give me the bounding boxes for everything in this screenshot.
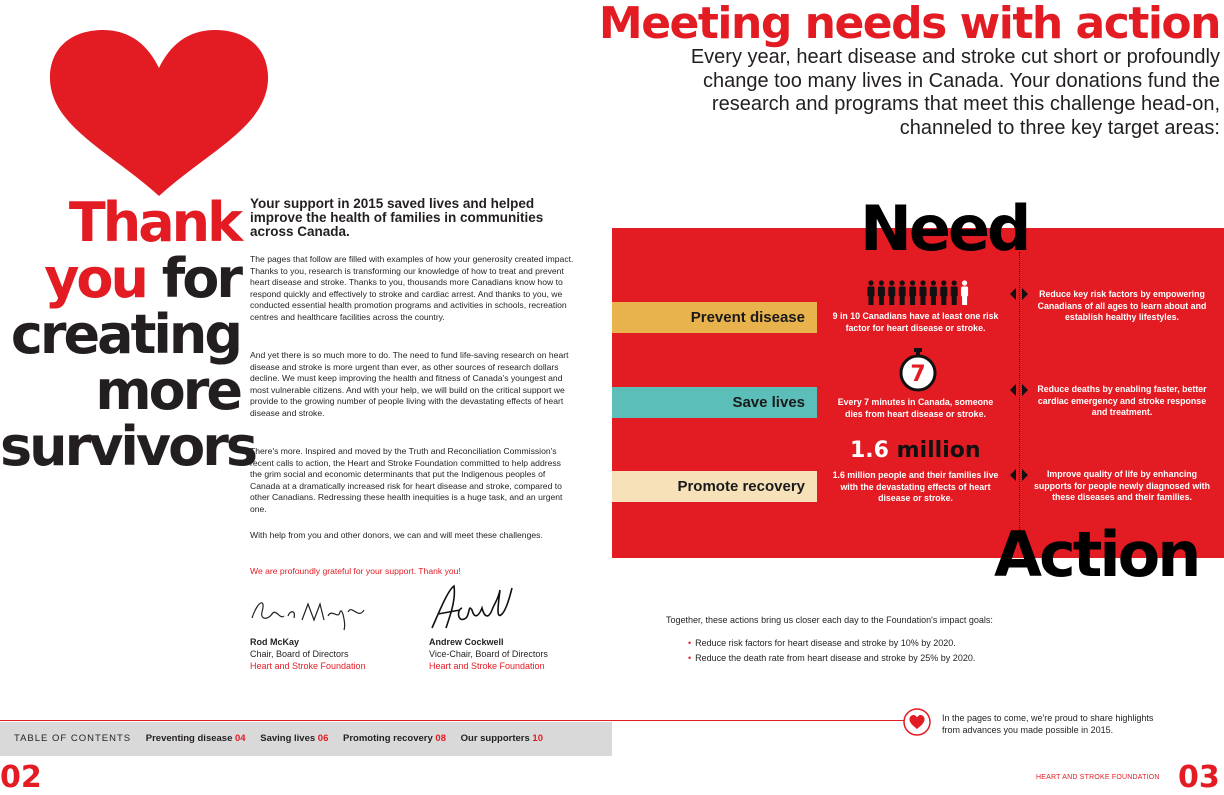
signature-org: Heart and Stroke Foundation	[250, 661, 366, 671]
impact-goals-intro: Together, these actions bring us closer each day to the Foundation's impact goals:	[666, 615, 993, 625]
lead-paragraph: Your support in 2015 saved lives and helped improve the health of families in communities across Canada.	[250, 196, 544, 239]
person-figure-icon	[868, 280, 875, 305]
double-arrow-icon	[1010, 469, 1028, 481]
toc-page: 10	[532, 733, 543, 744]
save-lives-label: Save lives	[612, 387, 817, 418]
person-figure-icon	[909, 280, 916, 305]
million-word: million	[896, 438, 981, 463]
toc-page: 06	[317, 733, 329, 744]
person-figure-icon	[878, 280, 885, 305]
toc-link-preventing-disease[interactable]	[146, 733, 246, 744]
toc-link-promoting-recovery[interactable]	[343, 733, 446, 744]
impact-goal-item: • Reduce risk factors for heart disease and stroke by 10% by 2020.	[688, 638, 956, 648]
headline-thank: Thank	[68, 191, 240, 254]
toc-label: Preventing disease	[145, 733, 233, 744]
stopwatch-icon	[896, 348, 940, 392]
people-icon	[866, 280, 970, 306]
need-text-save: Every 7 minutes in Canada, someone dies from heart disease or stroke.	[837, 397, 994, 419]
toc-page: 04	[235, 733, 246, 744]
toc-link-saving-lives[interactable]	[260, 733, 328, 744]
footer-organization: HEART AND STROKE FOUNDATION	[1036, 774, 1160, 781]
person-figure-icon	[899, 280, 906, 305]
signature-org: Heart and Stroke Foundation	[429, 661, 545, 671]
person-figure-icon	[888, 280, 895, 305]
heart-circle-icon	[903, 708, 931, 736]
intro-text: Every year, heart disease and stroke cut short or profoundly change too many lives in Canada. Your donations fund the research and programs that meet this challenge head-on, channeled to three key target areas:	[690, 46, 1220, 139]
person-figure-icon	[920, 280, 927, 305]
signature-andrew-block	[429, 636, 548, 672]
page-number-left: 02	[0, 760, 42, 795]
rod-mckay-signature	[248, 590, 373, 635]
person-figure-icon	[930, 280, 937, 305]
heart-logo-icon	[48, 30, 270, 198]
table-of-contents	[14, 733, 555, 744]
pages-to-come-note: In the pages to come, we're proud to share highlights from advances you made possible in 2015.	[942, 713, 1154, 735]
headline-for: for	[161, 247, 240, 310]
person-figure-icon	[951, 280, 958, 305]
page-number-right: 03	[1178, 760, 1220, 795]
prevent-disease-label: Prevent disease	[612, 302, 817, 333]
million-value: 1.6	[850, 438, 889, 463]
signature-title: Chair, Board of Directors	[250, 649, 349, 659]
toc-label: Our supporters	[460, 733, 530, 744]
body-paragraph-4: With help from you and other donors, we can and will meet these challenges.	[250, 530, 543, 540]
action-heading: Action	[994, 518, 1199, 591]
headline-more: more	[95, 359, 240, 422]
million-stat	[850, 438, 981, 463]
headline-survivors: survivors	[0, 415, 255, 478]
body-paragraph-2: And yet there is so much more to do. The need to fund life-saving research on heart disease and stroke is more urgent than ever, as other sources of research dollars decline. We must keep improving the health and fitness of Canada's youngest and most vulnerable citizens. And with your help, we will build on the critical support we provide to the growing number of people living with the devastating effects of heart disease and stroke.	[250, 350, 569, 418]
double-arrow-icon	[1010, 288, 1028, 300]
andrew-cockwell-signature	[426, 580, 516, 635]
signature-name: Rod McKay	[250, 637, 300, 647]
need-text-prevent: 9 in 10 Canadians have at least one risk factor for heart disease or stroke.	[832, 311, 999, 333]
action-text-recovery: Improve quality of life by enhancing supports for people newly diagnosed with these diseases and their families.	[1034, 469, 1210, 502]
thanks-line: We are profoundly grateful for your support. Thank you!	[250, 566, 461, 576]
person-figure-icon	[940, 280, 947, 305]
page-title: Meeting needs with action	[598, 0, 1220, 49]
impact-goal-text: Reduce risk factors for heart disease and stroke by 10% by 2020.	[695, 638, 956, 648]
signature-rod-block	[250, 636, 366, 672]
impact-goal-item: • Reduce the death rate from heart disease and stroke by 25% by 2020.	[688, 653, 976, 663]
timer-number: 7	[910, 362, 926, 387]
toc-heading: TABLE OF CONTENTS	[14, 733, 132, 744]
need-text-recovery: 1.6 million people and their families live with the devastating effects of heart disease or stroke.	[832, 470, 999, 503]
headline-you: you	[44, 247, 146, 310]
double-arrow-icon	[1010, 384, 1028, 396]
promote-recovery-label: Promote recovery	[612, 471, 817, 502]
thank-you-headline	[0, 191, 255, 478]
signature-name: Andrew Cockwell	[429, 637, 504, 647]
toc-label: Saving lives	[260, 733, 316, 744]
toc-page: 08	[435, 733, 446, 744]
toc-label: Promoting recovery	[343, 733, 433, 744]
footer-divider	[0, 720, 905, 721]
headline-creating: creating	[10, 303, 240, 366]
need-heading: Need	[860, 192, 1029, 265]
impact-goal-text: Reduce the death rate from heart disease and stroke by 25% by 2020.	[695, 653, 976, 663]
signature-title: Vice-Chair, Board of Directors	[429, 649, 548, 659]
person-figure-icon	[961, 280, 968, 305]
body-paragraph-3: There's more. Inspired and moved by the Truth and Reconciliation Commission's recent calls to action, the Heart and Stroke Foundation committed to help address the grim social and economic determinants that put the Indigenous peoples of Canada at a dramatically increased risk for heart disease and stroke, compared to other Canadians. Redressing these health inequities is a huge task, and an urgent one.	[250, 446, 563, 514]
toc-link-our-supporters[interactable]	[461, 733, 543, 744]
action-text-prevent: Reduce key risk factors by empowering Canadians of all ages to learn about and establish healthy lifestyles.	[1037, 289, 1207, 322]
body-paragraph-1: The pages that follow are filled with examples of how your generosity created impact. Thanks to you, research is transforming our knowledge of how to treat and prevent heart disease and stroke. Thanks to you, thousands more Canadians know how to respond quickly and effectively to stroke and cardiac arrest. And thanks to you, we conducted essential health promotion programs and activities in schools, recreation centres and healthcare facilities across the country.	[250, 254, 574, 322]
action-text-save: Reduce deaths by enabling faster, better cardiac emergency and stroke response and treatment.	[1037, 384, 1207, 417]
